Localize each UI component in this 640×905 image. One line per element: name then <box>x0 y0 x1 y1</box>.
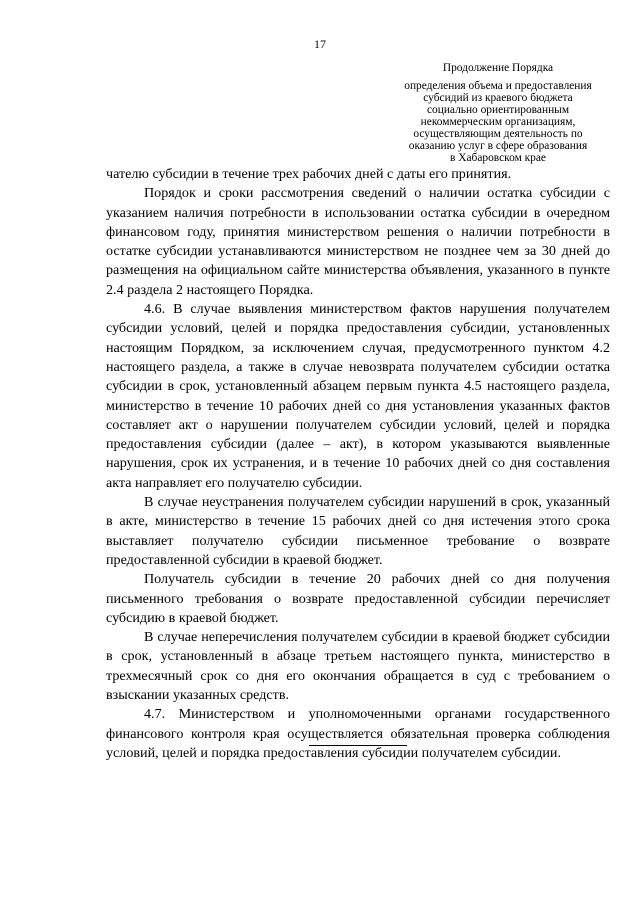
page-number: 17 <box>314 37 326 51</box>
paragraph: В случае неустранения получателем субсидии нарушений в срок, указанный в акте, министерство в течение 15 рабочих дней со дня истечения этого срока выставляет получателю субсидии письменное требование о возврате предоставленной субсидии в краевой бюджет. <box>106 494 610 568</box>
paragraph-continued: чателю субсидии в течение трех рабочих дней с даты его принятия. <box>106 166 512 182</box>
continuation-line: в Хабаровском крае <box>450 152 546 164</box>
document-continuation-header <box>378 62 618 164</box>
paragraph: Порядок и сроки рассмотрения сведений о наличии остатка субсидии с указанием наличия потребности в использовании остатка субсидии в очередном финансовом году, принятия министерством решения о наличии потребности в остатке субсидии устанавливаются министерством не позднее чем за 30 дней до размещения на официальном сайте министерства объявления, указанного в пункте 2.4 раздела 2 настоящего Порядка. <box>106 185 610 298</box>
continuation-line: некоммерческим организациям, <box>420 116 576 128</box>
document-body <box>106 165 610 763</box>
continuation-line: определения объема и предоставления <box>404 80 592 92</box>
continuation-line: субсидий из краевого бюджета <box>423 92 573 104</box>
paragraph-clause-4-7: 4.7. Министерством и уполномоченными органами государственного финансового контроля края осуществляется обязательная проверка соблюдения условий, целей и порядка предоставления субсидии получателем субсидии. <box>106 706 610 761</box>
continuation-line: оказанию услуг в сфере образования <box>408 140 588 152</box>
continuation-line: социально ориентированным <box>426 104 570 116</box>
continuation-title: Продолжение Порядка <box>442 62 554 74</box>
closing-rule-divider <box>309 745 407 746</box>
paragraph: В случае неперечисления получателем субсидии в краевой бюджет субсидии в срок, установленный в абзаце третьем настоящего пункта, министерство в трехмесячный срок со дня его окончания обращается в суд с требованием о взыскании указанных средств. <box>106 629 610 704</box>
paragraph: Получатель субсидии в течение 20 рабочих дней со дня получения письменного требования о возврате предоставленной субсидии перечисляет субсидию в краевой бюджет. <box>106 571 610 626</box>
paragraph-clause-4-6: 4.6. В случае выявления министерством фактов нарушения получателем субсидии условий, целей и порядка предоставления субсидии, установленных настоящим Порядком, за исключением случая, предусмотренного пунктом 4.2 настоящего раздела, а также в случае невозврата получателем субсидии остатка субсидии в срок, установленный абзацем первым пункта 4.5 настоящего раздела, министерство в течение 10 рабочих дней со дня установления указанных фактов составляет акт о нарушении получателем субсидии условий, целей и порядка предоставления субсидии (далее – акт), в котором указываются выявленные нарушения, срок их устранения, и в течение 10 рабочих дней со дня составления акта направляет его получателю субсидии. <box>106 301 610 491</box>
continuation-line: осуществляющим деятельность по <box>413 128 583 140</box>
